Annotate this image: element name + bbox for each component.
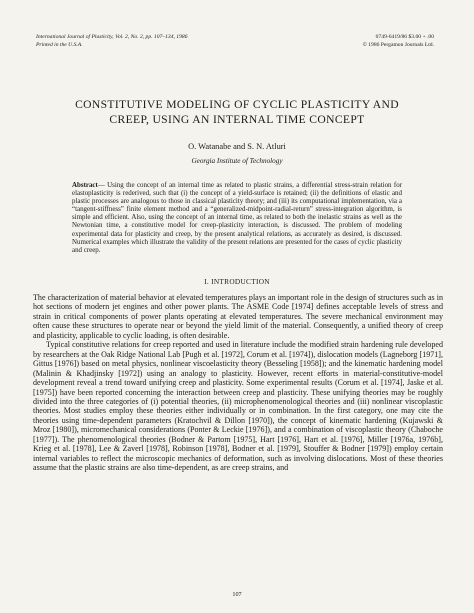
abstract-label: Abstract	[72, 181, 98, 189]
journal-citation: International Journal of Plasticity, Vol. 2, No. 2, pp. 107–134, 1986	[36, 34, 188, 40]
paragraph: The characterization of material behavior at elevated temperatures plays an important role in the design of structures such as in hot sections of modern jet engines and other power plants. The ASME Code [1974] defines acceptable levels of stress and strain in critical components of power plants operating at elevated temperatures. The severe mechanical environment may often cause these structures to operate near or beyond the yield limit of the material. Consequently, a unified theory of creep and plasticity, applicable to cyclic loading, is often desirable.	[33, 293, 443, 340]
title-line-2: CREEP, USING AN INTERNAL TIME CONCEPT	[109, 113, 365, 126]
abstract-text: — Using the concept of an internal time as related to plastic strains, a differential stress-strain relation for elastoplasticity is rederived, such that (i) the concept of a yield-surface is retained; (ii) the definitions of elastic and plastic processes are analogous to those in classical plasticity theory; and (iii) its computational implementation, via a “tangent-stiffness” finite element method and a “generalized-midpoint-radial-return” stress-integration algorithm, is simple and efficient. Also, using the concept of an internal time, as related to both the inelastic strains as well as the Newtonian time, a constitutive model for creep-plasticity interaction, is discussed. The problem of modeling experimental data for plasticity and creep, by the present analytical relations, as accurately as desired, is discussed. Numerical examples which illustrate the validity of the present relations are presented for the cases of cyclic plasticity and creep.	[72, 181, 402, 254]
article-code: 0749-6419/86 $3.00 + .00	[375, 34, 434, 40]
paragraph: Typical constitutive relations for creep reported and used in literature include the modified strain hardening rule developed by researchers at the Oak Ridge National Lab [Pugh et al. [1972], Corum et al. [1974]), dislocation models (Lagneborg [1971], Gittus [1976]) based on metal physics, nonlinear viscoelasticity theory (Besseling [1958]); and the kinematic hardening model (Malinin & Khadjinsky [1972]) using an analogy to plasticity. However, recent efforts in material-constitutive-model development reveal a trend toward unifying creep and plasticity. Some experimental results (Corum et al. [1974], Jaske et al. [1975]) have been reported concerning the interaction between creep and plasticity. These unifying theories may be roughly divided into the three categories of (i) potential theories, (ii) microphenomenological theories and (iii) nonlinear viscoplastic theories. Most studies employ these theories either individually or in combination. In the first category, one may cite the theories using time-dependent parameters (Kratochvil & Dillon [1970]), the concept of kinematic hardening (Kujawski & Mroz [1980]), micromechanical considerations (Ponter & Leckie [1976]), and a combination of viscoplastic theory (Chaboche [1977]). The phenomenological theories (Bodner & Partom [1975], Hart [1976], Hart et al. [1976], Miller [1976a, 1976b], Krieg et al. [1978], Lee & Zaverl [1978], Robinson [1978], Bodner et al. [1979], Stouffer & Bodner [1979]) employ certain internal variables to reflect the microscopic mechanics of deformation, such as involving dislocations. Most of these theories assume that the plastic strains are also time-dependent, as are creep strains, and	[33, 340, 443, 473]
journal-header	[36, 33, 188, 49]
author-list: O. Watanabe and S. N. Atluri	[188, 142, 286, 151]
publisher-header	[363, 33, 434, 49]
copyright-notice: © 1986 Pergamon Journals Ltd.	[362, 42, 434, 48]
body-text	[33, 293, 443, 473]
abstract	[72, 181, 402, 254]
page-number: 107	[232, 591, 242, 598]
paper-title	[40, 97, 434, 127]
title-line-1: CONSTITUTIVE MODELING OF CYCLIC PLASTICITY AND	[75, 98, 399, 111]
section-heading: I. INTRODUCTION	[204, 277, 270, 286]
printed-in: Printed in the U.S.A.	[36, 42, 83, 48]
affiliation: Georgia Institute of Technology	[191, 157, 283, 165]
